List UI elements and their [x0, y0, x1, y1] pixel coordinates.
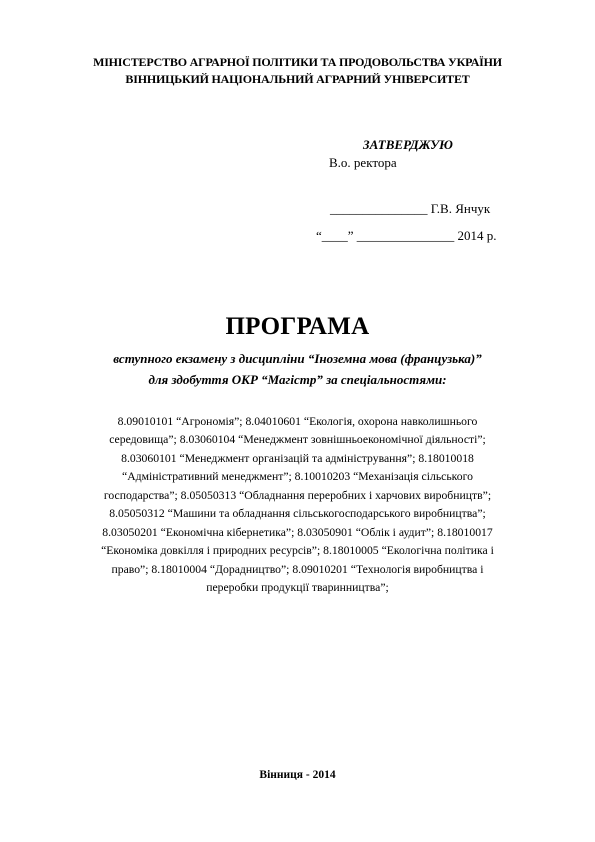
university-name: ВІННИЦЬКИЙ НАЦІОНАЛЬНИЙ АГРАРНИЙ УНІВЕРСИТЕТ: [125, 72, 470, 86]
specialty-line: переробки продукції тваринництва”;: [206, 581, 389, 594]
specialty-line: 8.05050312 “Машини та обладнання сільськогосподарського виробництва”;: [109, 507, 486, 520]
specialty-line: “Адміністративний менеджмент”; 8.10010203 “Механізація сільського: [122, 470, 473, 483]
place-and-year: Вінниця - 2014: [259, 769, 336, 781]
specialty-line: 8.03060101 “Менеджмент організацій та адміністрування”; 8.18010018: [121, 452, 474, 465]
document-title: ПРОГРАМА: [225, 313, 370, 340]
approval-date-line: “____” _______________ 2014 р.: [316, 228, 497, 243]
specialty-line: господарства”; 8.05050313 “Обладнання переробних і харчових виробництв”;: [103, 489, 492, 502]
specialty-line: 8.09010101 “Агрономія”; 8.04010601 “Екологія, охорона навколишнього: [117, 415, 478, 428]
specialty-line: право”; 8.18010004 “Дорадництво”; 8.09010201 “Технологія виробництва і: [111, 563, 484, 576]
document-subtitle-line-1: вступного екзамену з дисципліни “Іноземна мова (французька)”: [113, 351, 482, 366]
ministry-name: МІНІСТЕРСТВО АГРАРНОЇ ПОЛІТИКИ ТА ПРОДОВОЛЬСТВА УКРАЇНИ: [93, 55, 502, 69]
approval-signature-line: _______________ Г.В. Янчук: [330, 201, 491, 216]
specialty-line: “Економіка довкілля і природних ресурсів”; 8.18010005 “Екологічна політика і: [101, 544, 494, 557]
specialty-line: 8.03050201 “Економічна кібернетика”; 8.03050901 “Облік і аудит”; 8.18010017: [102, 526, 493, 539]
approval-title: ЗАТВЕРДЖУЮ: [363, 137, 453, 152]
approval-position: В.о. ректора: [329, 155, 397, 170]
document-subtitle-line-2: для здобуття ОКР “Магістр” за спеціальностями:: [148, 372, 447, 387]
specialty-line: середовища”; 8.03060104 “Менеджмент зовнішньоекономічної діяльності”;: [109, 433, 486, 446]
